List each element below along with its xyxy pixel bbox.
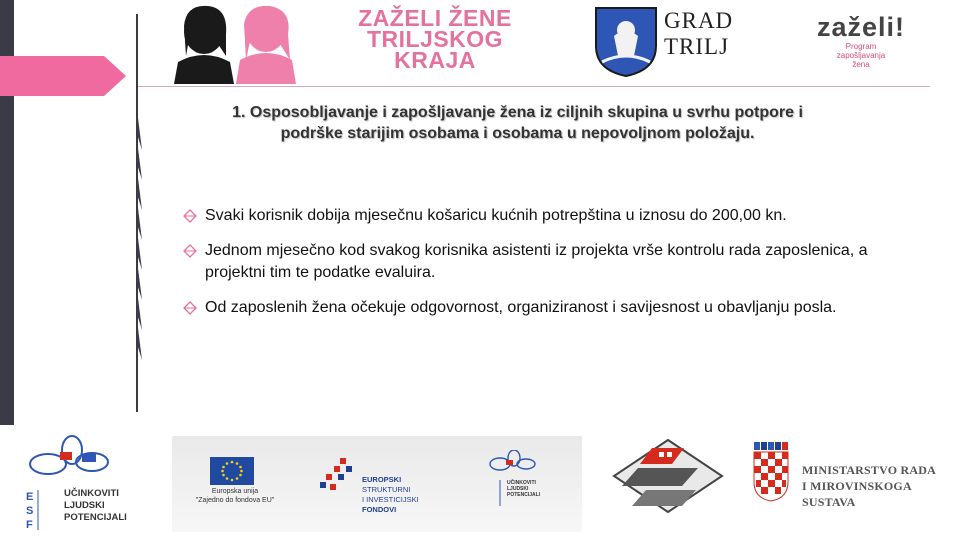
campaign-logo-line3: KRAJA bbox=[394, 47, 476, 73]
esif-text-line1 bbox=[362, 475, 419, 495]
esf-text-line3: POTENCIJALI bbox=[64, 512, 127, 523]
esif-bold-2: FONDOVI bbox=[362, 505, 397, 514]
esf-text-line2: LJUDSKI bbox=[64, 500, 105, 511]
decorative-arrows bbox=[134, 110, 164, 370]
zazeli-sub-line2: zapošljavanja bbox=[836, 51, 886, 60]
zazeli-logo bbox=[806, 12, 916, 69]
grad-trilj-logo-text bbox=[664, 8, 733, 60]
list-item bbox=[183, 240, 883, 284]
bullet-diamond-icon bbox=[183, 301, 197, 315]
title-line1: 1. Osposobljavanje i zapošljavanje žena iz ciljnih skupina u svrhu potpore i bbox=[232, 104, 803, 121]
esif-bold-1: EUROPSKI bbox=[362, 475, 402, 484]
bullet-list bbox=[183, 205, 883, 332]
women-silhouette-icon bbox=[168, 4, 308, 84]
esf-small-line3: POTENCIJALI bbox=[507, 492, 541, 498]
esf-small-line1: UČINKOVITI bbox=[507, 480, 536, 486]
grad-logo-line2: TRILJ bbox=[664, 34, 730, 59]
ministry-line1: MINISTARSTVO RADA bbox=[802, 463, 936, 477]
croatian-shield-icon bbox=[752, 440, 790, 502]
list-item bbox=[183, 205, 883, 227]
ministry-logo-text bbox=[802, 462, 960, 510]
esif-text-line2 bbox=[362, 495, 419, 515]
svg-text:E: E bbox=[26, 491, 34, 503]
esf-text-line1: UČINKOVITI bbox=[64, 488, 119, 499]
zazeli-logo-main: zaželi! bbox=[816, 12, 906, 42]
eu-caption bbox=[192, 487, 278, 505]
esf-small-line2: LJUDSKI bbox=[507, 486, 529, 492]
campaign-logo-line2: TRILJSKOG bbox=[366, 26, 504, 52]
bullet-diamond-icon bbox=[183, 244, 197, 258]
esif-squares-icon bbox=[318, 456, 358, 496]
bullet-diamond-icon bbox=[183, 209, 197, 223]
esif-text bbox=[362, 475, 419, 515]
list-item-text: Svaki korisnik dobija mjesečnu košaricu kućnih potrepština u iznosu do 200,00 kn. bbox=[205, 207, 787, 224]
page-title bbox=[185, 102, 850, 144]
coat-of-arms-icon bbox=[594, 6, 658, 78]
zazeli-sub-line3: žena bbox=[852, 60, 870, 69]
esf-logo-text bbox=[64, 488, 127, 524]
eu-caption-line2: "Zajedno do fondova EU" bbox=[195, 497, 275, 504]
hzz-logo-icon bbox=[612, 438, 724, 514]
campaign-logo-line1: ZAŽELI ŽENE bbox=[358, 5, 512, 31]
pink-arrow-banner bbox=[0, 56, 126, 96]
svg-text:F: F bbox=[26, 519, 33, 531]
list-item bbox=[183, 297, 883, 319]
ministry-line2: I MIROVINSKOGA SUSTAVA bbox=[802, 479, 912, 509]
esf-small-text bbox=[507, 480, 540, 498]
grad-logo-line1: GRAD bbox=[664, 8, 734, 33]
eu-caption-line1: Europska unija bbox=[211, 488, 259, 495]
esif-rest-1: STRUKTURNI bbox=[362, 485, 411, 494]
svg-text:S: S bbox=[26, 505, 34, 517]
zazeli-sub-line1: Program bbox=[845, 42, 877, 51]
zazeli-logo-sub bbox=[806, 42, 916, 69]
header-rule bbox=[138, 86, 930, 87]
list-item-text: Od zaposlenih žena očekuje odgovornost, organiziranost i savijesnost u obavljanju posla. bbox=[205, 299, 837, 316]
list-item-text: Jednom mjesečno kod svakog korisnika asistenti iz projekta vrše kontrolu rada zaposlenica, a projektni tim te podatke evaluira. bbox=[205, 242, 868, 281]
esif-rest-2: I INVESTICIJSKI bbox=[362, 495, 419, 504]
campaign-logo-text bbox=[340, 5, 530, 73]
title-line2: podrške starijim osobama i osobama u nepovoljnom položaju. bbox=[280, 125, 755, 142]
eu-flag-icon bbox=[210, 457, 254, 485]
